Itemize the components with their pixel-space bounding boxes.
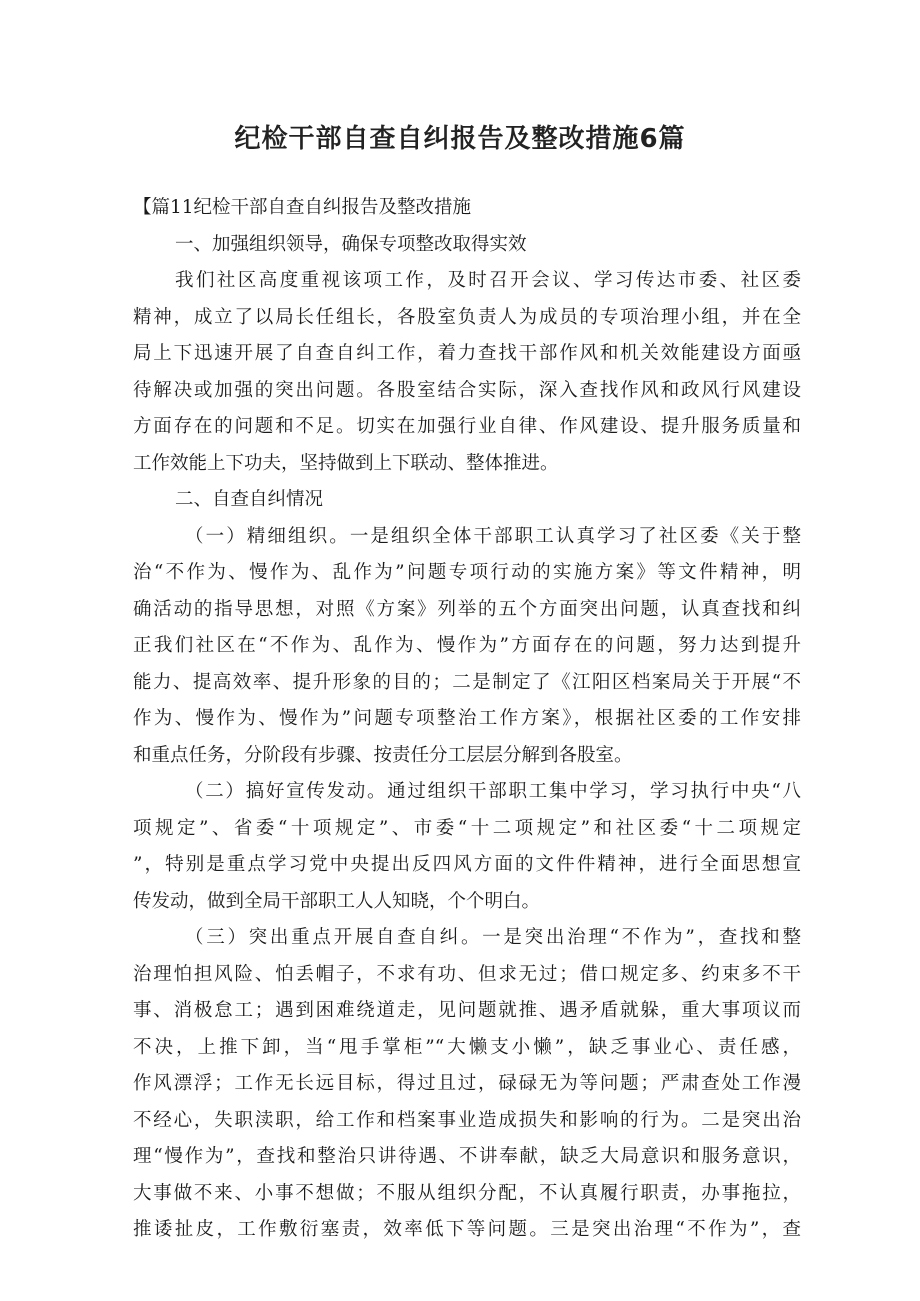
document-line: 不经心，失职渎职，给工作和档案事业造成损失和影响的行为。二是突出治 <box>133 1109 801 1131</box>
document-line: 精神，成立了以局长任组长，各股室负责人为成员的专项治理小组，并在全 <box>133 306 801 328</box>
document-body <box>133 190 801 1249</box>
document-line: 项规定”、省委“十项规定”、市委“十二项规定”和社区委“十二项规定 <box>133 817 801 839</box>
document-line: （二）搞好宣传发动。通过组织干部职工集中学习，学习执行中央“八 <box>185 781 801 802</box>
document-line: 一、加强组织领导，确保专项整改取得实效 <box>175 233 527 255</box>
document-line: 和重点任务，分阶段有步骤、按责任分工层层分解到各股室。 <box>133 744 633 766</box>
document-line: 不决，上推下卸，当“甩手掌柜”“大懒支小懒”，缺乏事业心、责任感， <box>133 1036 801 1058</box>
document-line: 局上下迅速开展了自查自纠工作，着力查找干部作风和机关效能建设方面亟 <box>133 343 801 364</box>
document-line: 作为、慢作为、慢作为”问题专项整治工作方案》，根据社区委的工作安排 <box>133 708 801 729</box>
document-line: 我们社区高度重视该项工作，及时召开会议、学习传达市委、社区委 <box>175 270 801 291</box>
document-line: 工作效能上下功夫，坚持做到上下联动、整体推进。 <box>133 452 559 474</box>
document-line: 确活动的指导思想，对照《方案》列举的五个方面突出问题，认真查找和纠 <box>133 598 801 620</box>
document-line: （一）精细组织。一是组织全体干部职工认真学习了社区委《关于整 <box>185 525 801 547</box>
document-line: 正我们社区在“不作为、乱作为、慢作为”方面存在的问题，努力达到提升 <box>133 635 801 656</box>
document-line: 方面存在的问题和不足。切实在加强行业自律、作风建设、提升服务质量和 <box>133 416 801 437</box>
document-line: 作风漂浮；工作无长远目标，得过且过，碌碌无为等问题；严肃查处工作漫 <box>133 1073 801 1094</box>
document-line: 【篇11纪检干部自查自纠报告及整改措施 <box>133 197 472 218</box>
document-line: ”，特别是重点学习党中央提出反四风方面的文件件精神，进行全面思想宣 <box>133 854 801 875</box>
document-line: 能力、提高效率、提升形象的目的；二是制定了《江阳区档案局关于开展“不 <box>133 671 801 693</box>
document-line: 二、自查自纠情况 <box>175 489 324 510</box>
document-line: 事、消极怠工；遇到困难绕道走，见问题就推、遇矛盾就躲，重大事项议而 <box>133 1000 801 1021</box>
document-line: 传发动，做到全局干部职工人人知晓，个个明白。 <box>133 890 541 912</box>
document-line: （三）突出重点开展自查自纠。一是突出治理“不作为”，查找和整 <box>185 927 801 948</box>
document-line: 待解决或加强的突出问题。各股室结合实际，深入查找作风和政风行风建设 <box>133 379 801 401</box>
document-line: 大事做不来、小事不想做；不服从组织分配，不认真履行职责，办事拖拉， <box>133 1182 801 1204</box>
document-title: 纪检干部自查自纠报告及整改措施6篇 <box>234 124 686 154</box>
document-line: 治理怕担风险、怕丢帽子，不求有功、但求无过；借口规定多、约束多不干 <box>133 963 801 985</box>
document-line: 理“慢作为”，查找和整治只讲待遇、不讲奉献，缺乏大局意识和服务意识， <box>133 1146 801 1167</box>
document-line: 治“不作为、慢作为、乱作为”问题专项行动的实施方案》等文件精神，明 <box>133 562 801 583</box>
document-line: 推诿扯皮，工作敷衍塞责，效率低下等问题。三是突出治理“不作为”，查 <box>133 1219 801 1240</box>
